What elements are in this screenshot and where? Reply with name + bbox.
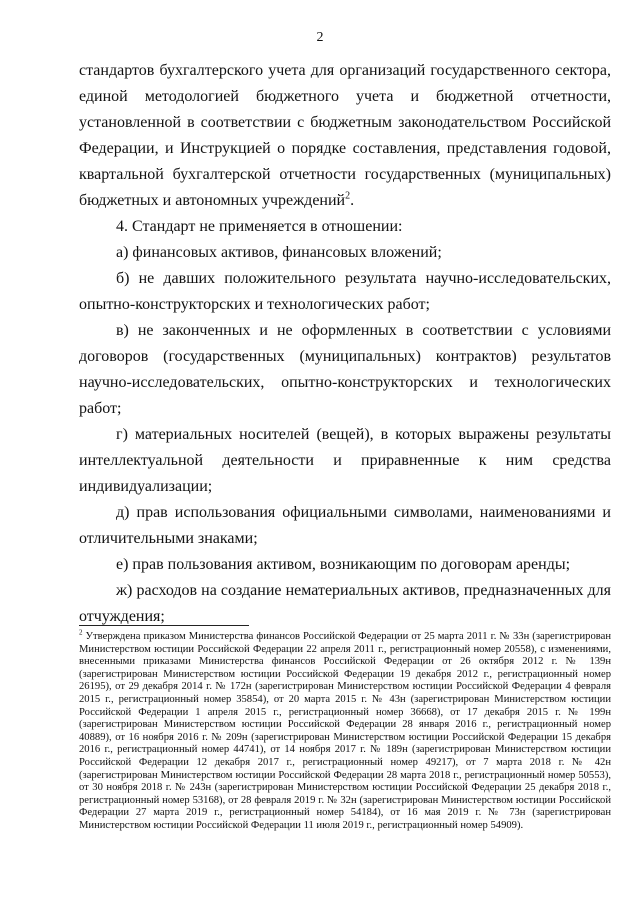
list-item-g: г) материальных носителей (вещей), в которых выражены результаты интеллектуальной деятельности и приравненные к ним средства индивидуализации; — [79, 426, 611, 495]
paragraph-continuation — [79, 58, 611, 214]
body-text — [79, 58, 611, 630]
list-item-a: а) финансовых активов, финансовых вложений; — [116, 244, 442, 261]
footnote — [79, 628, 611, 833]
footnote-separator — [79, 625, 249, 626]
paragraph-item-4: 4. Стандарт не применяется в отношении: — [116, 218, 403, 235]
paragraph-text: стандартов бухгалтерского учета для организаций государственного сектора, единой методологией бюджетного учета и бюджетной отчетности, установленной в соответствии с бюджетным законодательством Российской Федерации, и Инструкцией о порядке составления, представления годовой, квартальной бухгалтерской отчетности государственных (муниципальных) бюджетных и автономных учреждений — [79, 62, 611, 209]
footnote-text: Утверждена приказом Министерства финансов Российской Федерации от 25 марта 2011 г. № 33н (зарегистрирован Министерством юстиции Российской Федерации 22 апреля 2011 г., регистрационный номер 20558), с изменениями, внесенными приказами Министерства финансов Российской Федерации от 26 октября 2012 г. № 139н (зарегистрирован Министерством юстиции Российской Федерации 19 декабря 2012 г., регистрационный номер 26195), от 29 декабря 2014 г. № 172н (зарегистрирован Министерством юстиции Российской Федерации 4 февраля 2015 г., регистрационный номер 35854), от 20 марта 2015 г. № 43н (зарегистрирован Министерством юстиции Российской Федерации 1 апреля 2015 г., регистрационный номер 36668), от 17 декабря 2015 г. № 199н (зарегистрирован Министерством юстиции Российской Федерации 28 января 2016 г., регистрационный номер 40889), от 16 ноября 2016 г. № 209н (зарегистрирован Министерством юстиции Российской Федерации 15 декабря 2016 г., регистрационный номер 44741), от 14 ноября 2017 г. № 189н (зарегистрирован Министерством юстиции Российской Федерации 12 декабря 2017 г., регистрационный номер 49217), от 7 марта 2018 г. № 42н (зарегистрирован Министерством юстиции Российской Федерации 28 марта 2018 г., регистрационный номер 50553), от 30 ноября 2018 г. № 243н (зарегистрирован Министерством юстиции Российской Федерации 25 декабря 2018 г., регистрационный номер 53168), от 28 февраля 2019 г. № 32н (зарегистрирован Министерством юстиции Российской Федерации 27 марта 2019 г., регистрационный номер 54184), от 16 мая 2019 г. № 73н (зарегистрирован Министерством юстиции Российской Федерации 11 июля 2019 г., регистрационный номер 54909). — [79, 631, 611, 831]
page-number: 2 — [316, 30, 324, 45]
footnote-marker: 2 — [79, 628, 83, 637]
sentence-end: . — [350, 192, 355, 209]
list-item-e: е) прав пользования активом, возникающим по договорам аренды; — [116, 556, 571, 573]
footnote-reference[interactable]: 2 — [345, 190, 351, 202]
list-item-v: в) не законченных и не оформленных в соответствии с условиями договоров (государственных (муниципальных) контрактов) результатов научно-исследовательских, опытно-конструкторских и технологических работ; — [79, 322, 611, 417]
list-item-zh: ж) расходов на создание нематериальных активов, предназначенных для отчуждения; — [79, 582, 611, 625]
list-item-d: д) прав использования официальными символами, наименованиями и отличительными знаками; — [79, 504, 611, 547]
list-item-b: б) не давших положительного результата научно-исследовательских, опытно-конструкторских и технологических работ; — [79, 270, 611, 313]
